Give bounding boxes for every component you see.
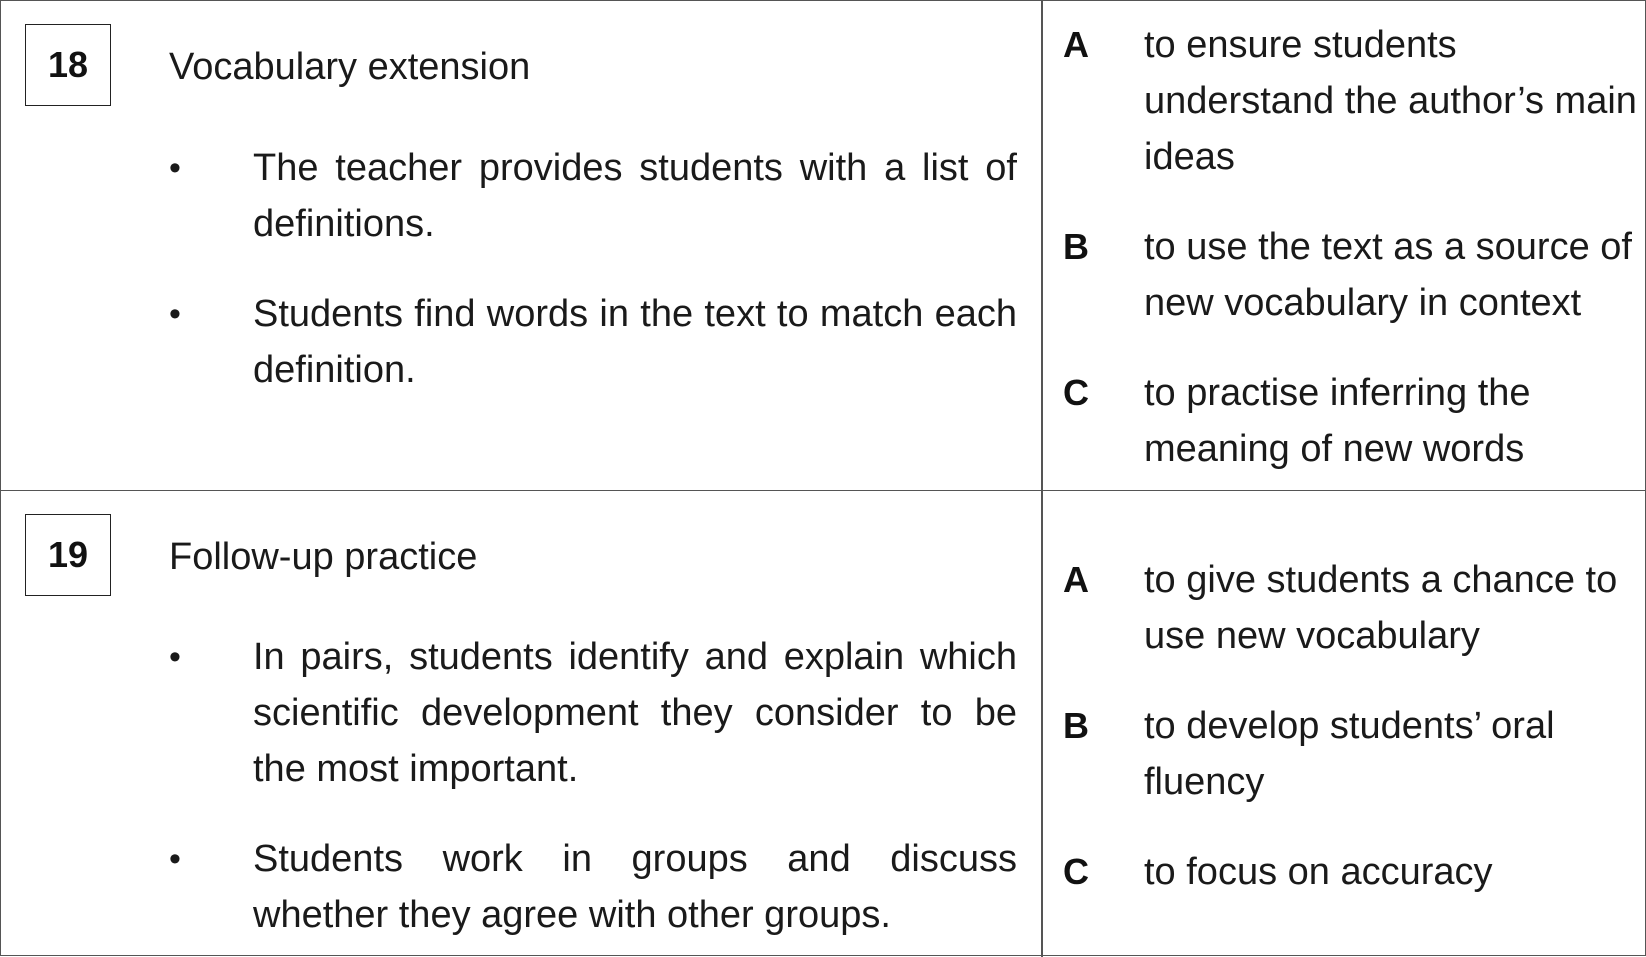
question-row-19 <box>1 491 1646 957</box>
option-letter: B <box>1063 226 1089 267</box>
option-letter: A <box>1063 559 1089 600</box>
option-text: to use the text as a source of new vocabulary in context <box>1144 226 1632 324</box>
question-number-box: 18 <box>25 24 111 106</box>
option-letter: A <box>1063 24 1089 65</box>
bullet-text: The teacher provides students with a list of definitions. <box>253 147 1017 245</box>
option-letter: C <box>1063 372 1089 413</box>
option-text: to develop students’ oral fluency <box>1144 705 1555 803</box>
bullet-text: Students find words in the text to match each definition. <box>253 293 1017 391</box>
question-title: Follow-up practice <box>169 536 478 578</box>
bullet-dot-icon: • <box>169 149 181 187</box>
question-number-box: 19 <box>25 514 111 596</box>
option-text: to give students a chance to use new vocabulary <box>1144 559 1618 657</box>
bullet-text: In pairs, students identify and explain which scientific development they consider to be the most important. <box>253 636 1017 790</box>
bullet-dot-icon: • <box>169 638 181 676</box>
bullet-dot-icon: • <box>169 295 181 333</box>
question-row-18 <box>1 1 1646 491</box>
option-text: to practise inferring the meaning of new words <box>1144 372 1531 470</box>
option-letter: C <box>1063 851 1089 892</box>
option-letter: B <box>1063 705 1089 746</box>
option-text: to ensure students understand the author’s main ideas <box>1144 24 1637 178</box>
question-title: Vocabulary extension <box>169 46 531 88</box>
column-divider <box>1041 1 1043 957</box>
option-text: to focus on accuracy <box>1144 851 1493 893</box>
bullet-dot-icon: • <box>169 840 181 878</box>
bullet-text: Students work in groups and discuss whether they agree with other groups. <box>253 838 1017 936</box>
